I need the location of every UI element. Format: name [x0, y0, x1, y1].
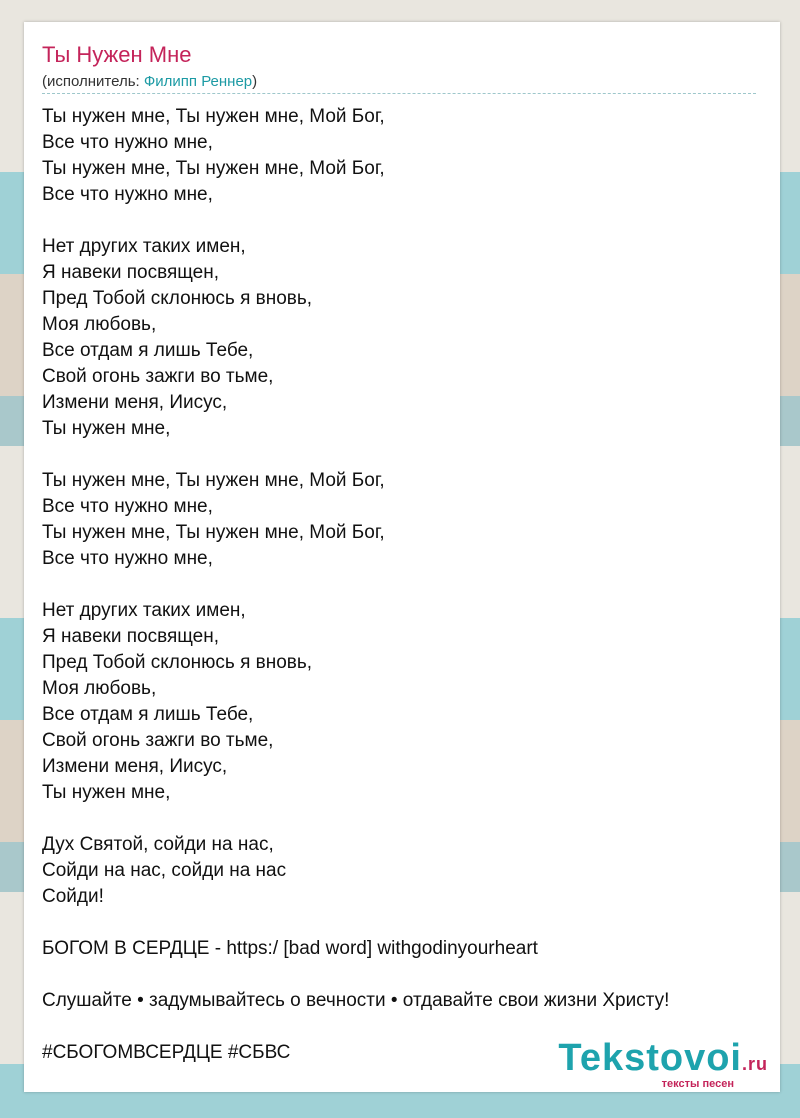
lyric-line: Моя любовь,	[42, 678, 157, 699]
lyric-line: Пред Тобой склонюсь я вновь,	[42, 288, 313, 309]
lyric-line: Нет других таких имен,	[42, 236, 246, 257]
artist-prefix: (исполнитель:	[42, 73, 144, 90]
lyric-line: Я навеки посвящен,	[42, 262, 219, 283]
lyric-line: Нет других таких имен,	[42, 600, 246, 621]
lyric-line: Все что нужно мне,	[42, 548, 213, 569]
lyric-line	[42, 572, 669, 598]
lyric-line: Все что нужно мне,	[42, 184, 213, 205]
lyric-line: Все отдам я лишь Тебе,	[42, 340, 254, 361]
lyric-line: Сойди!	[42, 886, 104, 907]
lyric-line: БОГОМ В СЕРДЦЕ - https:/ [bad word] withgodinyourheart	[42, 938, 538, 959]
lyric-line: Ты нужен мне,	[42, 782, 171, 803]
lyric-line: #СБОГОМВСЕРДЦЕ #СБВС	[42, 1042, 291, 1063]
logo-text: Tekstovoi	[558, 1037, 742, 1079]
lyric-line: Все что нужно мне,	[42, 496, 213, 517]
artist-link[interactable]: Филипп Реннер	[143, 73, 253, 90]
lyrics-body	[42, 104, 669, 1066]
logo-subtitle: тексты песен	[661, 1078, 734, 1090]
lyric-line	[42, 962, 669, 988]
lyric-line: Свой огонь зажги во тьме,	[42, 366, 274, 387]
lyric-line: Дух Святой, сойди на нас,	[42, 834, 274, 855]
lyric-line	[42, 806, 669, 832]
song-title: Ты Нужен Мне	[42, 42, 192, 67]
lyric-line: Ты нужен мне, Ты нужен мне, Мой Бог,	[42, 522, 385, 543]
lyric-line	[42, 910, 669, 936]
lyric-line: Я навеки посвящен,	[42, 626, 219, 647]
artist-suffix: )	[252, 73, 258, 90]
lyric-line: Моя любовь,	[42, 314, 157, 335]
lyric-line: Ты нужен мне, Ты нужен мне, Мой Бог,	[42, 158, 385, 179]
lyric-line: Ты нужен мне, Ты нужен мне, Мой Бог,	[42, 106, 385, 127]
logo-tld: .ru	[741, 1054, 768, 1074]
lyric-line: Сойди на нас, сойди на нас	[42, 860, 287, 881]
artist-line	[42, 73, 756, 94]
lyric-line: Все отдам я лишь Тебе,	[42, 704, 254, 725]
site-logo[interactable]	[558, 1038, 768, 1090]
lyric-line: Слушайте • задумывайтесь о вечности • отдавайте свои жизни Христу!	[42, 990, 670, 1011]
lyric-line	[42, 208, 669, 234]
lyric-line: Ты нужен мне, Ты нужен мне, Мой Бог,	[42, 470, 385, 491]
lyric-line: Все что нужно мне,	[42, 132, 213, 153]
lyric-line	[42, 442, 669, 468]
lyric-line: Измени меня, Иисус,	[42, 392, 228, 413]
lyric-line: Ты нужен мне,	[42, 418, 171, 439]
lyric-line: Пред Тобой склонюсь я вновь,	[42, 652, 313, 673]
lyrics-sheet	[24, 22, 780, 1092]
lyric-line: Свой огонь зажги во тьме,	[42, 730, 274, 751]
lyric-line: Измени меня, Иисус,	[42, 756, 228, 777]
